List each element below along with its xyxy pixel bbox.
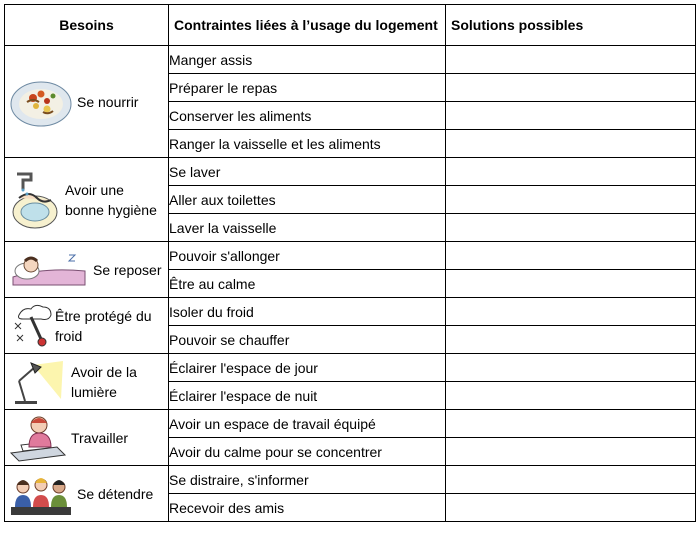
constraint-cell: Recevoir des amis xyxy=(169,494,446,522)
header-constraints: Contraintes liées à l’usage du logement xyxy=(169,5,446,46)
constraint-cell: Aller aux toilettes xyxy=(169,186,446,214)
need-cell-rest xyxy=(5,242,169,298)
constraint-cell: Avoir un espace de travail équipé xyxy=(169,410,446,438)
solution-cell[interactable] xyxy=(446,102,696,130)
constraint-cell: Conserver les aliments xyxy=(169,102,446,130)
constraint-cell: Préparer le repas xyxy=(169,74,446,102)
solution-cell[interactable] xyxy=(446,466,696,494)
solution-cell[interactable] xyxy=(446,74,696,102)
constraint-cell: Pouvoir se chauffer xyxy=(169,326,446,354)
constraint-cell: Ranger la vaisselle et les aliments xyxy=(169,130,446,158)
food-plate-icon xyxy=(9,74,73,130)
solution-cell[interactable] xyxy=(446,298,696,326)
constraint-cell: Manger assis xyxy=(169,46,446,74)
need-cell-light xyxy=(5,354,169,410)
need-label: Se détendre xyxy=(77,485,154,502)
solution-cell[interactable] xyxy=(446,438,696,466)
constraint-cell: Se laver xyxy=(169,158,446,186)
header-row xyxy=(5,5,696,46)
solution-cell[interactable] xyxy=(446,46,696,74)
solution-cell[interactable] xyxy=(446,158,696,186)
hand-washing-icon xyxy=(9,168,61,232)
solution-cell[interactable] xyxy=(446,186,696,214)
constraint-cell: Éclairer l'espace de nuit xyxy=(169,382,446,410)
table-row xyxy=(5,242,696,270)
solution-cell[interactable] xyxy=(446,326,696,354)
cold-thermometer-icon xyxy=(9,301,55,351)
solution-cell[interactable] xyxy=(446,410,696,438)
desk-lamp-icon xyxy=(9,357,67,407)
solution-cell[interactable] xyxy=(446,130,696,158)
need-label: Avoir de la lumière xyxy=(71,363,137,400)
solution-cell[interactable] xyxy=(446,354,696,382)
need-cell-hygiene xyxy=(5,158,169,242)
table-row xyxy=(5,298,696,326)
constraint-cell: Laver la vaisselle xyxy=(169,214,446,242)
solution-cell[interactable] xyxy=(446,214,696,242)
need-label: Être protégé du froid xyxy=(55,307,152,344)
need-label: Avoir une bonne hygiène xyxy=(65,181,157,218)
constraint-cell: Être au calme xyxy=(169,270,446,298)
need-cell-relax xyxy=(5,466,169,522)
person-writing-icon xyxy=(9,413,67,463)
need-cell-work xyxy=(5,410,169,466)
solution-cell[interactable] xyxy=(446,494,696,522)
constraint-cell: Se distraire, s'informer xyxy=(169,466,446,494)
need-cell-cold xyxy=(5,298,169,354)
sleeping-person-icon xyxy=(9,247,89,293)
table-row xyxy=(5,410,696,438)
solution-cell[interactable] xyxy=(446,242,696,270)
needs-table xyxy=(4,4,696,522)
friends-chatting-icon xyxy=(9,471,73,517)
need-label: Travailler xyxy=(71,429,129,446)
need-label: Se reposer xyxy=(93,261,162,278)
constraint-cell: Isoler du froid xyxy=(169,298,446,326)
need-label: Se nourrir xyxy=(77,93,139,110)
constraint-cell: Pouvoir s'allonger xyxy=(169,242,446,270)
solution-cell[interactable] xyxy=(446,382,696,410)
need-cell-food xyxy=(5,46,169,158)
constraint-cell: Éclairer l'espace de jour xyxy=(169,354,446,382)
header-solutions: Solutions possibles xyxy=(446,5,696,46)
constraint-cell: Avoir du calme pour se concentrer xyxy=(169,438,446,466)
table-row xyxy=(5,158,696,186)
header-needs: Besoins xyxy=(5,5,169,46)
table-row xyxy=(5,46,696,74)
table-row xyxy=(5,466,696,494)
solution-cell[interactable] xyxy=(446,270,696,298)
table-row xyxy=(5,354,696,382)
